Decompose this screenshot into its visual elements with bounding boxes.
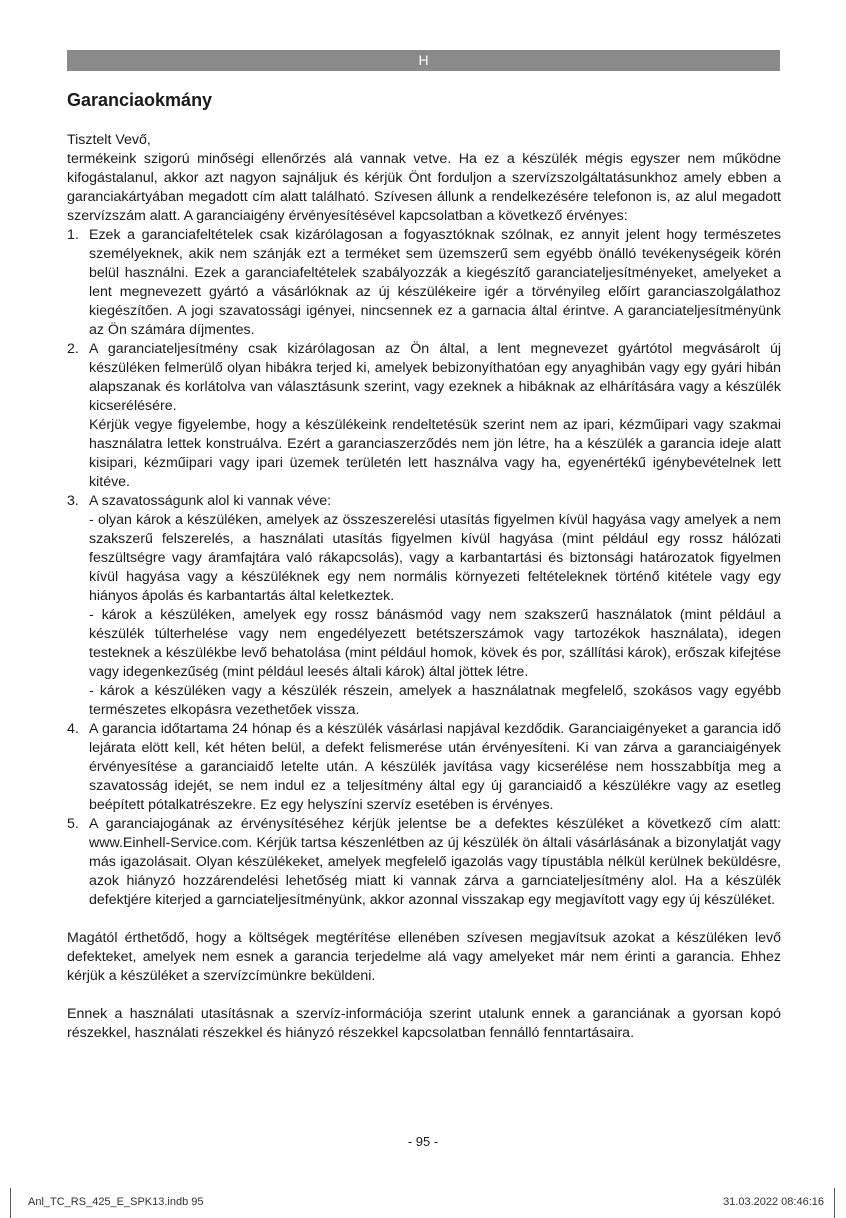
list-item-text: Kérjük vegye figyelembe, hogy a készülékeink rendeltetésük szerint nem az ipari, kézműipari vagy szakmai használatra lettek konstruálva. Ezért a garanciaszerződés nem jön létre, ha a készülék a garancia ideje alatt kisipari, kézműipari vagy ipari üzemek területén lett használva vagy ha, egyenértékű igénybevételnek lett kitéve. <box>89 417 781 490</box>
salutation: Tisztelt Vevő, <box>67 132 151 148</box>
language-code: H <box>418 52 429 68</box>
list-item-number: 2. <box>67 341 79 357</box>
page-number: - 95 - <box>407 1134 439 1149</box>
page-title: Garanciaokmány <box>67 90 213 110</box>
intro-paragraph: termékeink szigorú minőségi ellenőrzés alá vannak vetve. Ha ez a készülék mégis egyszer nem működne kifogástalanul, akkor azt nagyon sajnáljuk és kérjük Önt forduljon a szervízszolgáltatásunkhoz amely ebben a garanciakártyában megadott cím alatt található. Szívesen állunk a rendelkezésére telefonon is, az alul megadott szervízszám alatt. A garanciaigény érvényesítésével kapcsolatban a következő érvényes: <box>67 151 781 224</box>
list-item <box>67 492 781 720</box>
list-item-text: - olyan károk a készüléken, amelyek az összeszerelési utasítás figyelmen kívül hagyása vagy amelyek a nem szakszerű felszerelés, a használati utasítás figyelmen kívül hagyása (mint például egy rossz hálózati feszültségre vagy áramfajtára való rákapcsolás), vagy a karbantartási és biztonsági határozatok figyelmen kívül hagyása vagy a készüléknek egy nem normális környezeti feltételeknek történő kitétele vagy egy hiányos ápolás és karbantartás által keletkeztek. <box>89 512 781 604</box>
list-item-number: 4. <box>67 721 79 737</box>
list-item-text: A szavatosságunk alol ki vannak véve: <box>89 493 332 509</box>
list-item <box>67 340 781 492</box>
closing-paragraph-costs: Magától érthetődő, hogy a költségek megtérítése ellenében szívesen megjavítsuk azokat a készüléken levő defekteket, amelyek nem esnek a garancia terjedelme alá vagy amelyeket már nem érinti a garancia. Ehhez kérjük a készüléket a szervízcímünkre beküldeni. <box>67 930 781 984</box>
document-body <box>67 131 781 1043</box>
list-item-text: Ezek a garanciafeltételek csak kizárólagosan a fogyasztóknak szólnak, ez annyit jelent hogy természetes személyeknek, akik nem szánják ezt a terméket sem üzemszerű sem egyébb önálló tevékenységeik körén belül használni. Ezek a garanciafeltételek szabályozzák a kiegészítő garanciateljesítményeket, amelyeket a lent megnevezett gyártó a vásárlóknak az új készülékeire igér a törvényileg előírt garanciaszolgálathoz kiegészítően. A jogi szavatossági igényei, nincsennek ez a garnacia által érintve. A garanciateljesítményünk az Ön számára díjmentes. <box>89 227 781 338</box>
crop-mark <box>10 1188 11 1218</box>
crop-mark <box>834 1188 835 1218</box>
footer-timestamp: 31.03.2022 08:46:16 <box>723 1196 824 1208</box>
list-item-text: - károk a készüléken vagy a készülék részein, amelyek a használatnak megfelelő, szokásos vagy egyébb természetes elkopásra vezethetőek vissza. <box>89 683 781 718</box>
list-item-text: A garancia időtartama 24 hónap és a készülék vásárlasi napjával kezdődik. Garanciaigényeket a garancia idő lejárata elött kell, két héten belül, a defekt felismerése után érvényesíteni. Ki van zárva a garanciaigények érvényesítése a garanciaidő letelte után. A készülék javítása vagy kicserélése nem hosszabbítja meg a szavatosság idejét, se nem indul ez a teljesítmény által egy új garanciaidő a készülékre vagy az esetleg beépített pótalkatrészekre. Ez egy helyszíni szervíz esetében is érvényes. <box>89 721 781 813</box>
list-item <box>67 815 781 910</box>
list-item <box>67 226 781 340</box>
closing-paragraph-wear-parts: Ennek a használati utasításnak a szervíz-információja szerint utalunk ennek a garanciának a gyorsan kopó részekkel, használati részekkel és hiányzó részekkel kapcsolatban fennálló fenntartásaira. <box>67 1006 781 1041</box>
list-item-text: - károk a készüléken, amelyek egy rossz bánásmód vagy nem szakszerű használatok (mint például a készülék túlterhelése vagy nem engedélyezett betétszerszámok vagy tartozékok használata), idegen testeknek a készülékbe levő behatolása (mint például homok, kövek és por, szállítási károk), erőszak kifejtése vagy idegenkezűség (mint például leesés általi károk) által jöttek létre. <box>89 607 781 680</box>
list-item-text: A garanciajogának az érvénysítéséhez kérjük jelentse be a defektes készüléket a következő cím alatt: www.Einhell-Service.com. Kérjük tartsa készenlétben az új készülék ön általi vásárlásának a bizonylatját vagy más igazolásait. Olyan készülékeket, amelyek megfelelő igazolás vagy típustábla nélkül kerülnek beküldésre, azok hiányzó hozzárendelési lehetőség miatt ki vannak zárva a garnciateljesítmény alol. Ha a készülék defektjére kiterjed a garnciateljesítményünk, akkor azonnal visszakap egy megjavított vagy egy új készüléket. <box>89 816 781 908</box>
language-header-bar <box>67 50 780 71</box>
list-item-number: 5. <box>67 816 79 832</box>
list-item-number: 1. <box>67 227 79 243</box>
warranty-conditions-list <box>67 226 781 910</box>
list-item <box>67 720 781 815</box>
list-item-text: A garanciateljesítmény csak kizárólagosan az Ön által, a lent megnevezet gyártótol megvásárolt új készüléken felmerülő olyan hibákra terjed ki, amelyek bebizonyíthatóan egy anyaghibán vagy egy gyári hibán alapszanak és korlátolva van választásunk szerint, vagy ezeknek a hibáknak az elhárítására vagy a készülék kicserélésére. <box>89 341 781 414</box>
list-item-number: 3. <box>67 493 79 509</box>
footer-file-name: Anl_TC_RS_425_E_SPK13.indb 95 <box>28 1196 204 1208</box>
